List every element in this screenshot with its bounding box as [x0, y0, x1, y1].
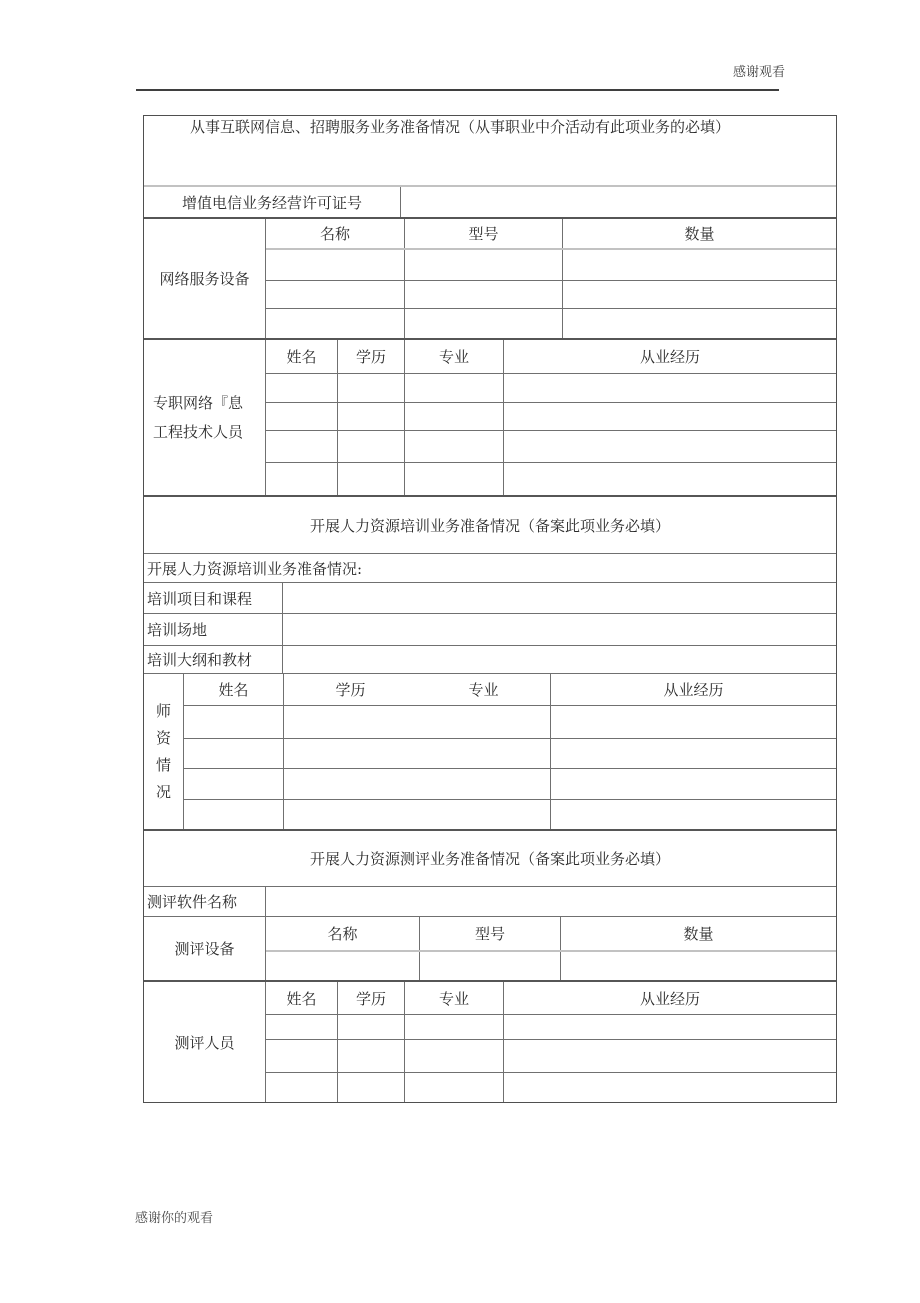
network-staff-empty-row — [266, 462, 836, 495]
empty-cell — [266, 1040, 337, 1072]
faculty-label-char: 况 — [155, 782, 171, 801]
column-header-surname: 姓名 — [218, 681, 249, 699]
training-syllabus-row — [144, 645, 836, 673]
column-header-education: 学历 — [337, 982, 404, 1014]
training-venue-row — [144, 613, 836, 645]
thanks-note-top: 感谢观看 — [732, 65, 785, 80]
empty-cell — [184, 706, 283, 738]
empty-cell — [266, 281, 404, 308]
telecom-license-value-cell — [401, 187, 836, 217]
column-header-experience: 从业经历 — [550, 674, 836, 705]
empty-cell — [337, 1040, 404, 1072]
assessment-equipment-label: 测评设备 — [144, 917, 266, 980]
assessment-software-label: 测评软件名称 — [144, 887, 266, 916]
empty-cell — [503, 463, 836, 495]
empty-cell — [503, 1040, 836, 1072]
column-header-quantity: 数量 — [560, 917, 836, 950]
empty-cell — [266, 403, 337, 430]
empty-cell — [337, 431, 404, 462]
empty-cell — [266, 250, 404, 280]
network-staff-block — [144, 338, 836, 495]
assessment-software-row — [144, 886, 836, 916]
column-header-name: 名称 — [319, 225, 350, 243]
training-syllabus-label: 培训大纲和教材 — [144, 646, 283, 673]
empty-cell — [404, 309, 562, 338]
faculty-header-row — [184, 674, 836, 705]
assessment-staff-empty-row — [266, 1014, 836, 1039]
business-preparation-form-table — [143, 115, 837, 1103]
training-note: 开展人力资源培训业务准备情况: — [147, 559, 363, 578]
column-header-major: 专业 — [404, 340, 503, 373]
network-equipment-empty-row — [266, 308, 836, 338]
column-header-major: 专业 — [404, 982, 503, 1014]
section-header-training — [144, 495, 836, 553]
column-header-education: 学历 — [337, 340, 404, 373]
empty-cell — [184, 800, 283, 829]
network-equipment-empty-row — [266, 280, 836, 308]
empty-cell — [266, 952, 419, 980]
empty-cell — [266, 309, 404, 338]
assessment-staff-block — [144, 980, 836, 1102]
column-header-model: 型号 — [419, 917, 560, 950]
empty-cell — [404, 1015, 503, 1039]
column-header-surname: 姓名 — [286, 989, 317, 1008]
network-staff-header-row — [266, 340, 836, 373]
faculty-label-char: 情 — [155, 755, 171, 774]
faculty-label-char: 资 — [155, 728, 171, 747]
faculty-label-char: 师 — [155, 701, 171, 720]
empty-cell — [560, 952, 836, 980]
network-staff-label — [144, 340, 266, 495]
empty-cell — [266, 463, 337, 495]
training-venue-value-cell — [283, 614, 836, 645]
empty-cell — [562, 250, 836, 280]
empty-cell — [404, 1040, 503, 1072]
empty-cell — [562, 309, 836, 338]
training-note-row — [144, 553, 836, 582]
column-header-quantity: 数量 — [562, 219, 836, 248]
network-equipment-header-row — [266, 219, 836, 248]
empty-cell — [337, 463, 404, 495]
empty-cell — [404, 1073, 503, 1102]
network-staff-empty-row — [266, 430, 836, 462]
assessment-staff-empty-row — [266, 1072, 836, 1102]
faculty-empty-row — [184, 738, 836, 768]
empty-cell — [419, 952, 560, 980]
training-projects-row — [144, 582, 836, 613]
empty-cell — [503, 1073, 836, 1102]
assessment-staff-empty-row — [266, 1039, 836, 1072]
empty-cell — [562, 281, 836, 308]
empty-cell — [266, 374, 337, 402]
training-projects-value-cell — [283, 583, 836, 613]
network-staff-empty-row — [266, 402, 836, 430]
section-title-internet-recruitment: 从事互联网信息、招聘服务业务准备情况（从事职业中介活动有此项业务的必填） — [190, 118, 731, 136]
empty-cell — [503, 1015, 836, 1039]
empty-cell — [503, 374, 836, 402]
column-header-education-major — [283, 674, 550, 705]
network-equipment-label: 网络服务设备 — [144, 219, 266, 338]
assessment-equipment-empty-row — [266, 950, 836, 980]
empty-cell — [266, 1073, 337, 1102]
column-header-surname: 姓名 — [286, 348, 317, 366]
faculty-empty-row — [184, 799, 836, 829]
empty-cell — [404, 374, 503, 402]
faculty-empty-row — [184, 768, 836, 799]
thanks-note-bottom: 感谢你的观看 — [135, 1211, 214, 1226]
assessment-equipment-header-row — [266, 917, 836, 950]
empty-cell — [283, 706, 550, 738]
empty-cell — [266, 431, 337, 462]
faculty-label — [144, 674, 184, 829]
empty-cell — [337, 403, 404, 430]
training-syllabus-value-cell — [283, 646, 836, 673]
empty-cell — [184, 769, 283, 799]
assessment-staff-header-row — [266, 982, 836, 1014]
empty-cell — [503, 403, 836, 430]
empty-cell — [337, 1015, 404, 1039]
assessment-equipment-block — [144, 916, 836, 980]
column-header-model: 型号 — [404, 219, 562, 248]
column-header-education: 学历 — [335, 681, 366, 699]
empty-cell — [550, 739, 836, 768]
empty-cell — [283, 769, 550, 799]
telecom-license-row — [144, 185, 836, 217]
training-venue-label: 培训场地 — [144, 614, 283, 645]
column-header-experience: 从业经历 — [503, 340, 836, 373]
faculty-block — [144, 673, 836, 829]
empty-cell — [337, 374, 404, 402]
network-staff-empty-row — [266, 373, 836, 402]
empty-cell — [404, 281, 562, 308]
section-header-internet-recruitment — [144, 116, 836, 185]
empty-cell — [404, 463, 503, 495]
empty-cell — [283, 739, 550, 768]
telecom-license-label: 增值电信业务经营许可证号 — [144, 187, 401, 217]
column-header-experience: 从业经历 — [503, 982, 836, 1014]
empty-cell — [550, 800, 836, 829]
assessment-software-value-cell — [266, 887, 836, 916]
empty-cell — [184, 739, 283, 768]
empty-cell — [404, 403, 503, 430]
network-equipment-block — [144, 217, 836, 338]
empty-cell — [550, 706, 836, 738]
assessment-staff-label: 测评人员 — [144, 982, 266, 1102]
network-staff-label-line1: 专职网络『息 — [153, 393, 244, 412]
header-rule — [136, 89, 779, 91]
network-equipment-empty-row — [266, 248, 836, 280]
empty-cell — [404, 431, 503, 462]
faculty-empty-row — [184, 705, 836, 738]
network-staff-label-line2: 工程技术人员 — [153, 422, 244, 441]
column-header-major: 专业 — [468, 681, 499, 699]
training-projects-label: 培训项目和课程 — [144, 583, 283, 613]
empty-cell — [404, 250, 562, 280]
empty-cell — [266, 1015, 337, 1039]
section-header-assessment — [144, 829, 836, 886]
empty-cell — [283, 800, 550, 829]
section-title-training: 开展人力资源培训业务准备情况（备案此项业务必填） — [309, 516, 670, 535]
section-title-assessment: 开展人力资源测评业务准备情况（备案此项业务必填） — [309, 850, 670, 868]
column-header-name: 名称 — [327, 925, 358, 943]
empty-cell — [550, 769, 836, 799]
empty-cell — [503, 431, 836, 462]
empty-cell — [337, 1073, 404, 1102]
